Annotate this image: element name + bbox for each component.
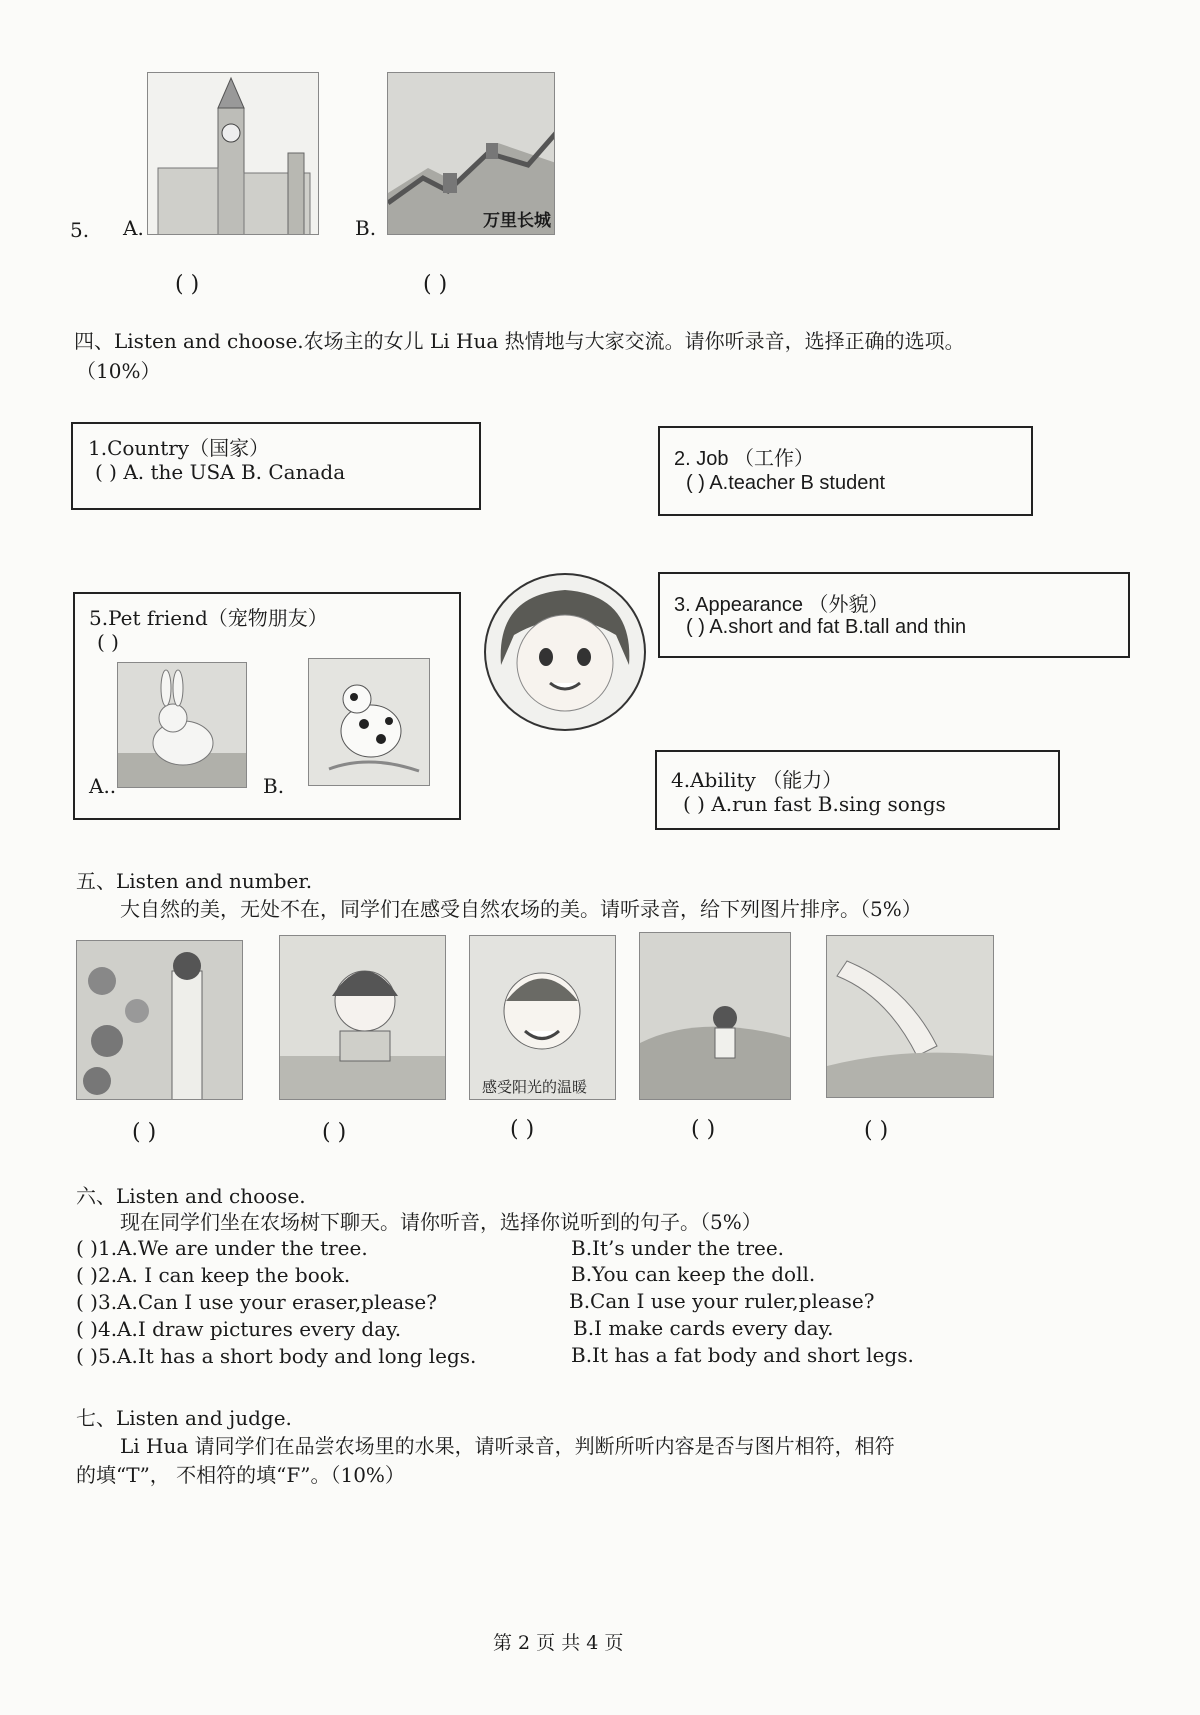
sunshine-caption: 感受阳光的温暖 (482, 1078, 588, 1096)
section-4-title: 四、Listen and choose.农场主的女儿 Li Hua 热情地与大家交流。请你听录音，选择正确的选项。 (74, 329, 965, 353)
option-b-label: B. (355, 216, 377, 240)
appearance-options[interactable]: ( ) A.short and fat B.tall and thin (686, 616, 967, 638)
appearance-box (658, 572, 1130, 658)
choice-row-1-b: B.It’s under the tree. (571, 1236, 785, 1260)
choice-row-5-b: B.It has a fat body and short legs. (571, 1343, 914, 1367)
page-number: 第 2 页 共 4 页 (493, 1632, 624, 1654)
li-hua-portrait (484, 573, 646, 731)
section-6-desc: 现在同学们坐在农场树下聊天。请你听音，选择你说听到的句子。（5%） (120, 1210, 762, 1234)
great-wall-caption: 万里长城 (483, 211, 551, 231)
choice-row-2-b: B.You can keep the doll. (571, 1262, 816, 1286)
rabbit-picture (117, 662, 247, 788)
ability-title: 4.Ability （能力） (671, 768, 843, 792)
pet-friend-paren[interactable]: ( ) (97, 630, 119, 654)
choice-row-4-b: B.I make cards every day. (573, 1316, 834, 1340)
section-7-title: 七、Listen and judge. (76, 1406, 292, 1430)
pet-friend-title: 5.Pet friend（宠物朋友） (89, 606, 328, 630)
choice-row-1-a[interactable]: ( )1.A.We are under the tree. (76, 1236, 368, 1260)
section-6-title: 六、Listen and choose. (76, 1184, 306, 1208)
answer-paren[interactable]: ( ) (510, 1117, 535, 1142)
country-title: 1.Country（国家） (88, 436, 270, 460)
section-7-line-2: 的填“T”， 不相符的填“F”。（10%） (76, 1463, 405, 1487)
answer-paren[interactable]: ( ) (132, 1120, 157, 1145)
option-a-label: A. (123, 216, 144, 240)
ability-box (655, 750, 1060, 830)
choice-row-3-a[interactable]: ( )3.A.Can I use your eraser,please? (76, 1290, 437, 1314)
ability-options[interactable]: ( ) A.run fast B.sing songs (683, 792, 946, 816)
big-ben-picture (147, 72, 319, 235)
appearance-title: 3. Appearance （外貌） (674, 594, 889, 616)
answer-paren[interactable]: ( ) (691, 1117, 716, 1142)
option-a-label: A.. (89, 774, 117, 798)
section-7-line-1: Li Hua 请同学们在品尝农场里的水果，请听录音，判断所听内容是否与图片相符，相符 (120, 1434, 895, 1458)
country-box (71, 422, 481, 510)
pet-friend-box (73, 592, 461, 820)
answer-paren[interactable]: ( ) (322, 1120, 347, 1145)
choice-row-3-b: B.Can I use your ruler,please? (569, 1289, 875, 1313)
country-options[interactable]: ( ) A. the USA B. Canada (95, 460, 346, 484)
meadow-picture (639, 932, 791, 1100)
section-5-desc: 大自然的美，无处不在，同学们在感受自然农场的美。请听录音，给下列图片排序。（5%） (120, 897, 922, 921)
hand-flowers-picture (826, 935, 994, 1098)
girl-eating-picture (279, 935, 446, 1100)
sunflower-girl-picture (76, 940, 243, 1100)
answer-paren[interactable]: ( ) (864, 1118, 889, 1143)
section-5-title: 五、Listen and number. (76, 869, 313, 893)
question-number: 5. (70, 218, 90, 242)
answer-paren[interactable]: ( ) (423, 272, 448, 297)
section-4-percent: （10%） (76, 359, 161, 383)
great-wall-picture (387, 72, 555, 235)
choice-row-5-a[interactable]: ( )5.A.It has a short body and long legs. (76, 1344, 477, 1368)
choice-row-2-a[interactable]: ( )2.A. I can keep the book. (76, 1263, 351, 1287)
job-box (658, 426, 1033, 516)
choice-row-4-a[interactable]: ( )4.A.I draw pictures every day. (76, 1317, 402, 1341)
job-title: 2. Job （工作） (674, 448, 815, 470)
option-b-label: B. (263, 774, 285, 798)
dog-picture (308, 658, 430, 786)
boy-sunshine-picture (469, 935, 616, 1100)
job-options[interactable]: ( ) A.teacher B student (686, 472, 885, 494)
answer-paren[interactable]: ( ) (175, 272, 200, 297)
